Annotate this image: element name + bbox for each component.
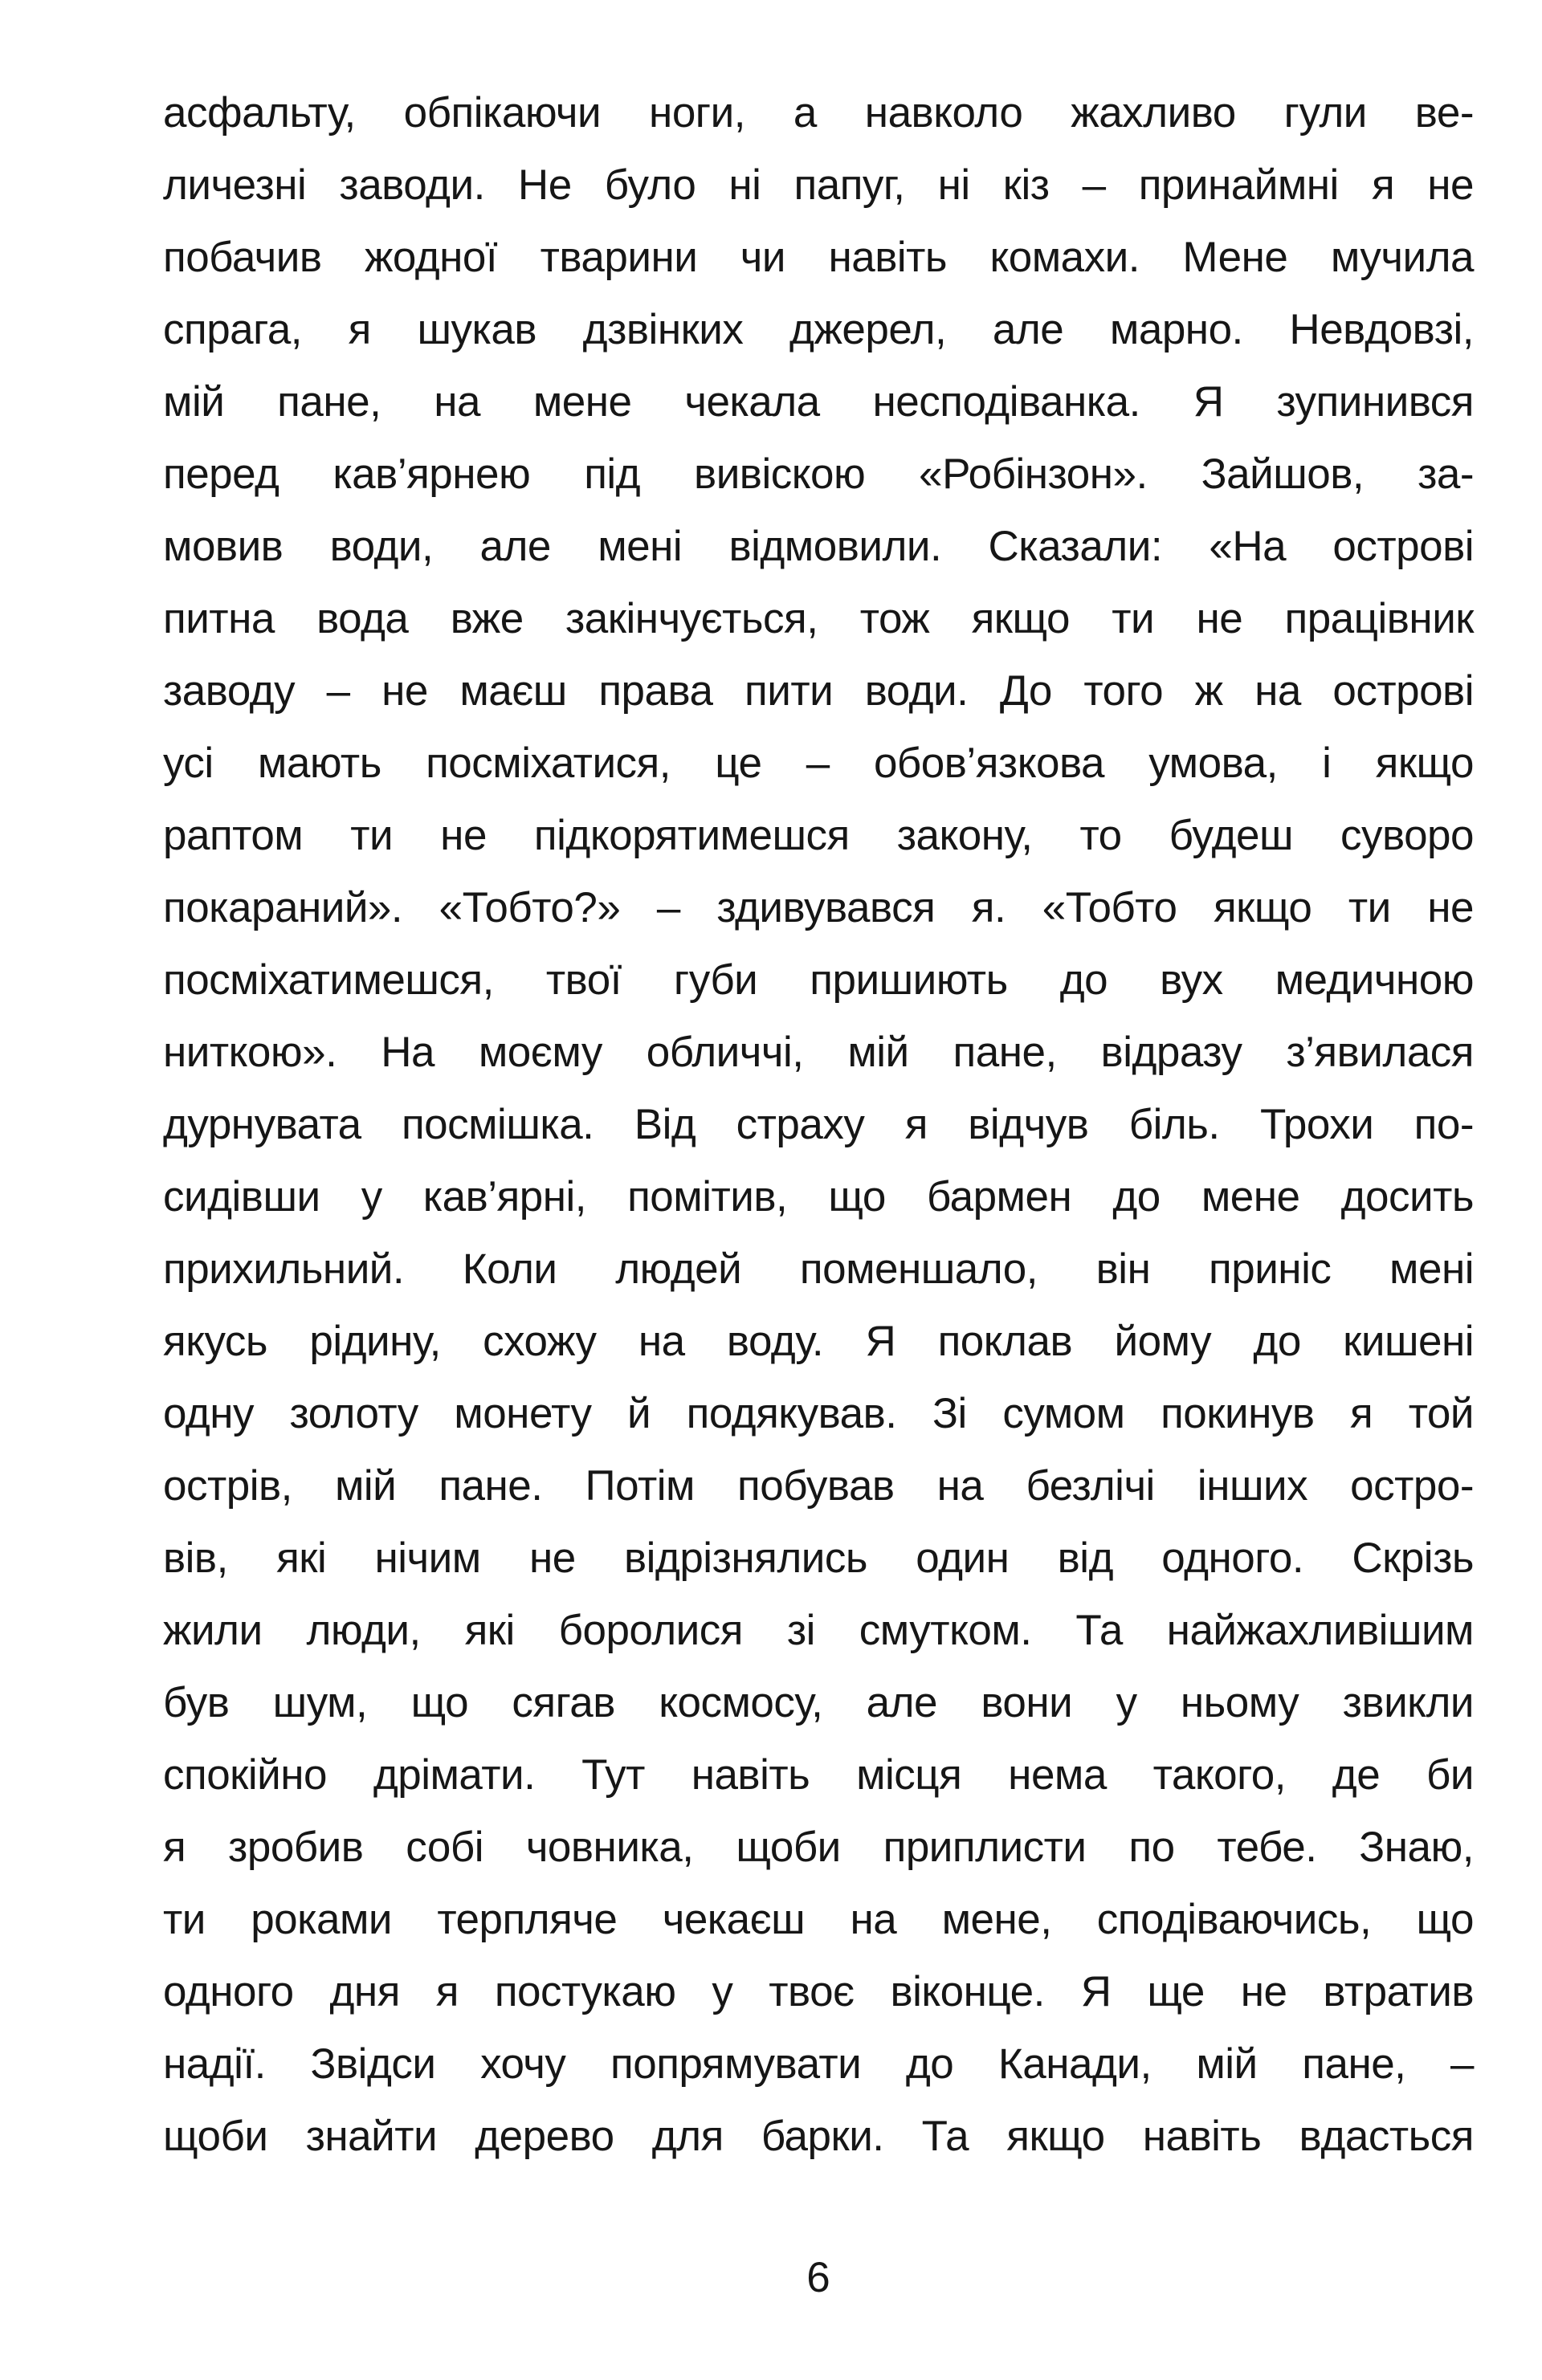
text-line: посміхатимешся, твої губи пришиють до вух медичною	[163, 956, 1474, 1004]
body-text-block	[163, 77, 1474, 2173]
text-line: був шум, що сягав космосу, але вони у ньому звикли	[163, 1679, 1474, 1726]
text-line: спрага, я шукав дзвінких джерел, але марно. Невдовзі,	[163, 306, 1474, 353]
text-line: побачив жодної тварини чи навіть комахи. Мене мучила	[163, 234, 1474, 281]
text-line: усі мають посміхатися, це – обов’язкова умова, і якщо	[163, 740, 1474, 787]
text-line: якусь рідину, схожу на воду. Я поклав йому до кишені	[163, 1318, 1474, 1365]
text-line: одну золоту монету й подякував. Зі сумом покинув я той	[163, 1390, 1474, 1437]
text-line: личезні заводи. Не було ні папуг, ні кіз – принаймні я не	[163, 161, 1474, 209]
text-line: мовив води, але мені відмовили. Сказали: «На острові	[163, 523, 1474, 570]
text-line: питна вода вже закінчується, тож якщо ти не працівник	[163, 595, 1474, 642]
page-number: 6	[806, 2254, 830, 2301]
text-line: щоби знайти дерево для барки. Та якщо навіть вдасться	[163, 2113, 1474, 2160]
text-line: острів, мій пане. Потім побував на безлічі інших остро-	[163, 1462, 1474, 1510]
text-line: жили люди, які боролися зі смутком. Та найжахливішим	[163, 1607, 1474, 1654]
text-line: одного дня я постукаю у твоє віконце. Я ще не втратив	[163, 1968, 1474, 2015]
text-line: сидівши у кав’ярні, помітив, що бармен до мене досить	[163, 1173, 1474, 1221]
text-line: заводу – не маєш права пити води. До того ж на острові	[163, 667, 1474, 715]
text-line: ниткою». На моєму обличчі, мій пане, відразу з’явилася	[163, 1029, 1474, 1076]
text-line: вів, які нічим не відрізнялись один від одного. Скрізь	[163, 1534, 1474, 1582]
text-line: асфальту, обпікаючи ноги, а навколо жахливо гули ве-	[163, 89, 1474, 137]
text-line: мій пане, на мене чекала несподіванка. Я зупинився	[163, 378, 1474, 426]
text-line: ти роками терпляче чекаєш на мене, сподіваючись, що	[163, 1896, 1474, 1943]
text-line: перед кав’ярнею під вивіскою «Робінзон». Зайшов, за-	[163, 450, 1474, 498]
text-line: надії. Звідси хочу попрямувати до Канади, мій пане, –	[163, 2040, 1474, 2088]
text-line: прихильний. Коли людей поменшало, він приніс мені	[163, 1245, 1474, 1293]
text-line: раптом ти не підкорятимешся закону, то будеш суворо	[163, 812, 1474, 859]
text-line: дурнувата посмішка. Від страху я відчув біль. Трохи по-	[163, 1101, 1474, 1148]
text-line: покараний». «Тобто?» – здивувався я. «Тобто якщо ти не	[163, 884, 1474, 931]
text-line: спокійно дрімати. Тут навіть місця нема такого, де би	[163, 1751, 1474, 1799]
text-line: я зробив собі човника, щоби приплисти по тебе. Знаю,	[163, 1824, 1474, 1871]
